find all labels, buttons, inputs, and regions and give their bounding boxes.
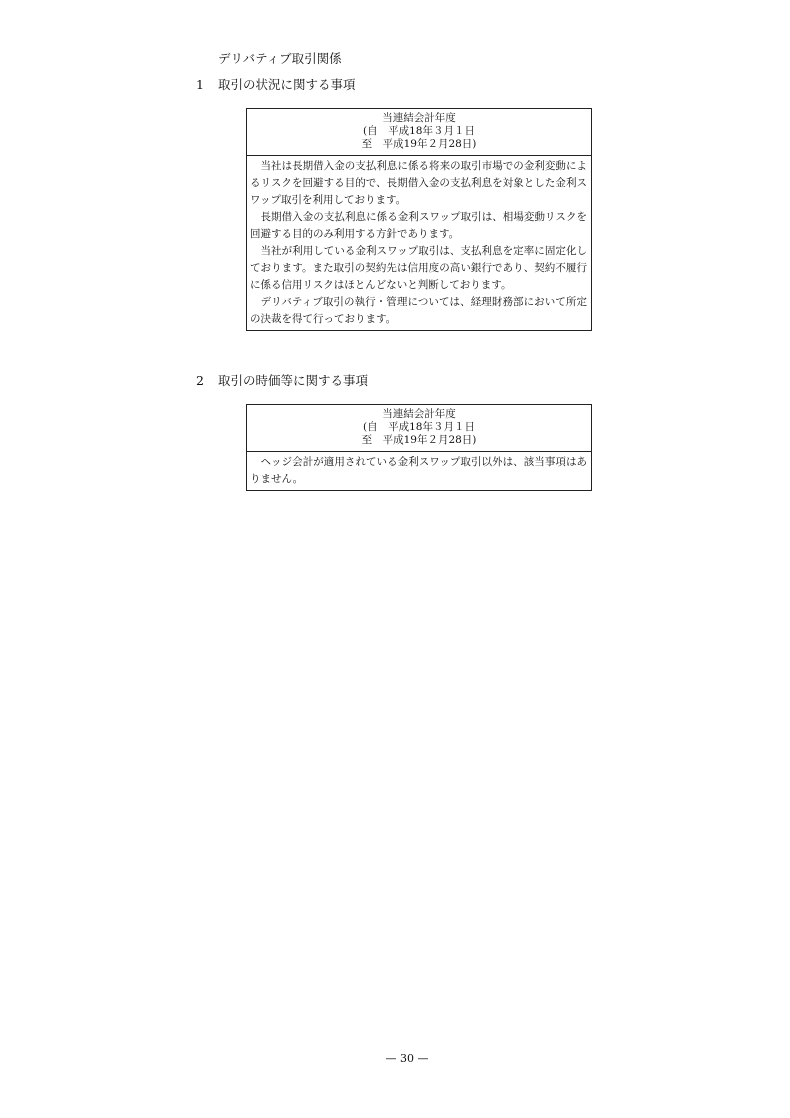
page-number: — 30 —	[385, 1052, 429, 1065]
paragraph-policy: 長期借入金の支払利息に係る金利スワップ取引は、相場変動リスクを回避する目的のみ利用する方針であります。	[250, 211, 587, 240]
trading-status-body	[247, 156, 591, 330]
page-heading: デリバティブ取引関係	[218, 51, 342, 66]
fiscal-year-label: 当連結会計年度	[382, 408, 456, 420]
paragraph-risk: 当社が利用している金利スワップ取引は、支払利息を定率に固定化しております。また取引の契約先は信用度の高い銀行であり、契約不履行に係る信用リスクはほとんどないと判断しております。	[250, 245, 587, 291]
section-title-fair-value	[196, 372, 368, 390]
fiscal-year-from: (自 平成18年３月１日	[363, 125, 475, 137]
section-number: 1	[196, 77, 204, 92]
trading-status-table	[246, 108, 592, 331]
section-number: 2	[196, 373, 204, 388]
section-title-trading-status	[196, 76, 356, 94]
fair-value-body	[247, 452, 591, 490]
fair-value-table	[246, 404, 592, 491]
section-title-text: 取引の状況に関する事項	[218, 77, 356, 92]
paragraph-management: デリバティブ取引の執行・管理については、経理財務部において所定の決裁を得て行っております。	[250, 296, 587, 325]
fiscal-year-to: 至 平成19年２月28日)	[361, 434, 477, 446]
fiscal-year-from: (自 平成18年３月１日	[363, 421, 475, 433]
paragraph-not-applicable: ヘッジ会計が適用されている金利スワップ取引以外は、該当事項はありません。	[250, 456, 587, 485]
fiscal-year-header	[247, 109, 591, 156]
fiscal-year-to: 至 平成19年２月28日)	[361, 138, 477, 150]
fiscal-year-label: 当連結会計年度	[382, 112, 456, 124]
section-title-text: 取引の時価等に関する事項	[218, 373, 369, 388]
fiscal-year-header	[247, 405, 591, 452]
paragraph-purpose: 当社は長期借入金の支払利息に係る将来の取引市場での金利変動によるリスクを回避する目的で、長期借入金の支払利息を対象とした金利スワップ取引を利用しております。	[250, 160, 587, 206]
